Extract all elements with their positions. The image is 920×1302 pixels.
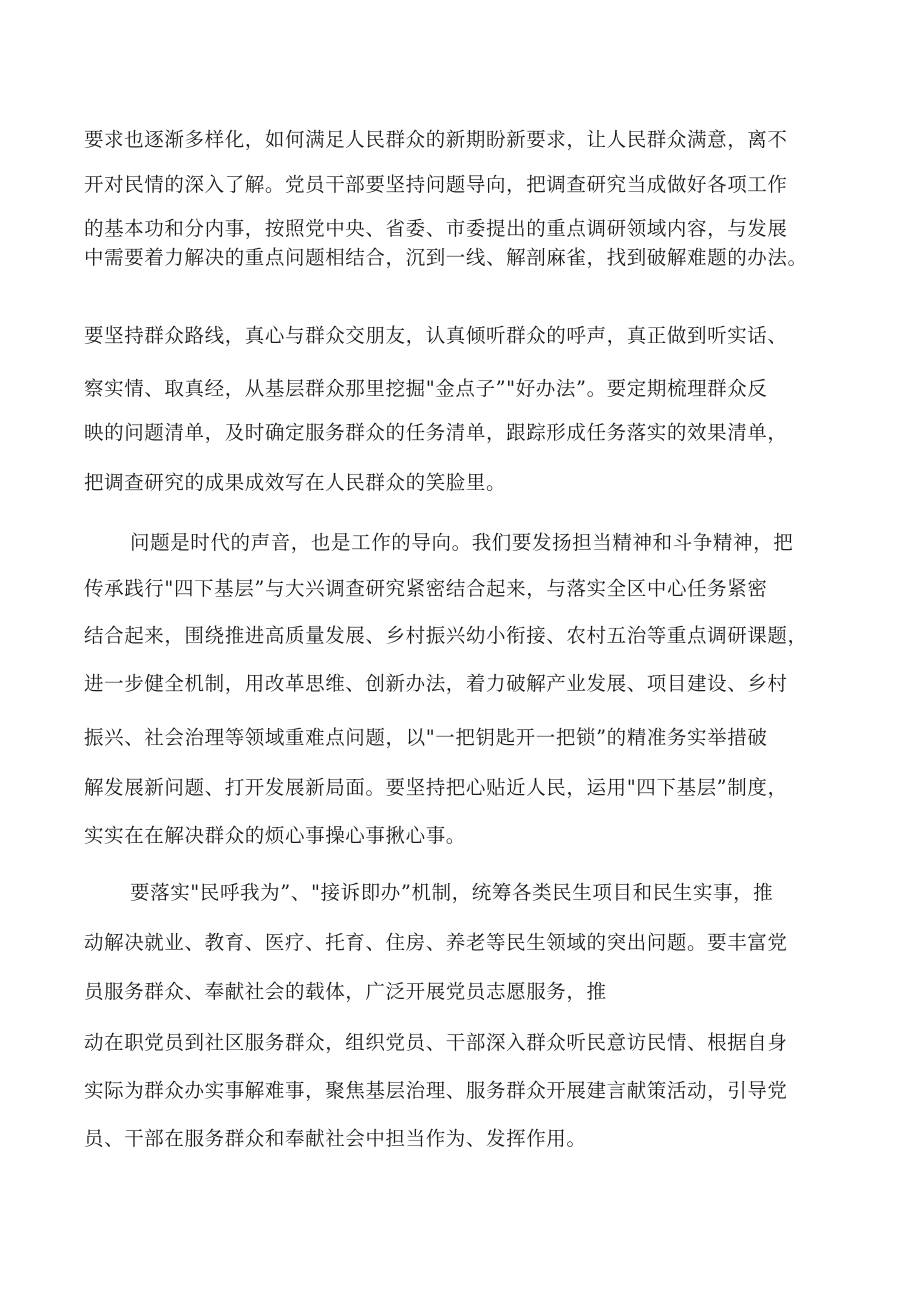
text-line: 员服务群众、奉献社会的载体，广泛开展党员志愿服务，推 <box>84 980 607 1003</box>
text-line: 员、干部在服务群众和奉献社会中担当作为、发挥作用。 <box>84 1127 587 1150</box>
text-line: 结合起来，围绕推进高质量发展、乡村振兴幼小衔接、农村五治等重点调研课题， <box>84 624 808 647</box>
text-line: 要求也逐渐多样化，如何满足人民群众的新期盼新要求，让人民群众满意，离不 <box>84 128 788 151</box>
text-line: 动解决就业、教育、医疗、托育、住房、养老等民生领域的突出问题。要丰富党 <box>84 931 788 954</box>
text-line: 的基本功和分内事，按照党中央、省委、市委提出的重点调研领域内容，与发展 <box>84 217 788 240</box>
text-line: 要落实"民呼我为”、"接诉即办”机制，统筹各类民生项目和民生实事，推 <box>130 881 774 904</box>
text-line: 中需要着力解决的重点问题相结合，沉到一线、解剖麻雀，找到破解难题的办法。 <box>84 246 808 269</box>
text-line: 开对民情的深入了解。党员干部要坚持问题导向，把调查研究当成做好各项工作 <box>84 173 788 196</box>
text-line: 传承践行"四下基层”与大兴调查研究紧密结合起来，与落实全区中心任务紧密 <box>84 577 768 600</box>
text-line: 映的问题清单，及时确定服务群众的任务清单，跟踪形成任务落实的效果清单， <box>84 421 788 444</box>
text-line: 振兴、社会治理等领域重难点问题，以"一把钥匙开一把锁”的精准务实举措破 <box>84 726 768 749</box>
text-line: 动在职党员到社区服务群众，组织党员、干部深入群众听民意访民情、根据自身 <box>84 1031 788 1054</box>
text-line: 要坚持群众路线，真心与群众交朋友，认真倾听群众的呼声，真正做到听实话、 <box>84 324 788 347</box>
text-line: 把调查研究的成果成效写在人民群众的笑脸里。 <box>84 471 507 494</box>
text-line: 解发展新问题、打开发展新局面。要坚持把心贴近人民，运用"四下基层”制度， <box>84 776 788 799</box>
text-line: 实实在在解决群众的烦心事操心事揪心事。 <box>84 824 466 847</box>
text-line: 问题是时代的声音，也是工作的导向。我们要发扬担当精神和斗争精神，把 <box>130 531 794 554</box>
text-line: 实际为群众办实事解难事，聚焦基层治理、服务群众开展建言献策活动，引导党 <box>84 1079 788 1102</box>
text-line: 进一步健全机制，用改革思维、创新办法，着力破解产业发展、项目建设、乡村 <box>84 672 788 695</box>
text-line: 察实情、取真经，从基层群众那里挖掘"金点子”"好办法”。要定期梳理群众反 <box>84 377 768 400</box>
